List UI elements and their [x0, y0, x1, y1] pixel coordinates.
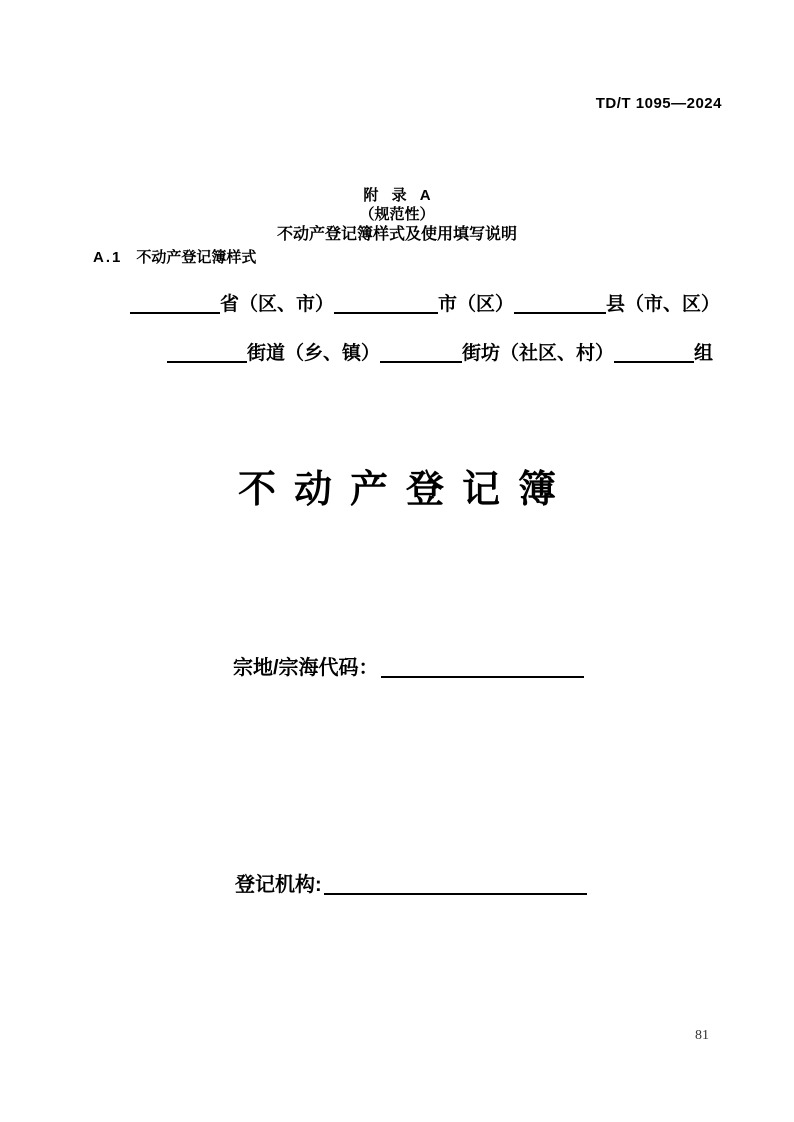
section-heading: [93, 246, 256, 267]
page-number: 81: [695, 1028, 709, 1043]
location-line-street: [167, 342, 713, 366]
appendix-label: 附 录 A: [363, 187, 431, 204]
community-blank: [380, 359, 462, 363]
street-label: 街道（乡、镇）: [247, 343, 381, 364]
appendix-normative-note: （规范性）: [359, 206, 435, 223]
street-blank: [167, 359, 247, 363]
city-label: 市（区）: [438, 294, 515, 315]
location-line-province: [130, 293, 720, 317]
section-title: 不动产登记簿样式: [136, 249, 257, 266]
county-blank: [514, 310, 606, 314]
city-blank: [334, 310, 438, 314]
province-label: 省（区、市）: [220, 294, 335, 315]
group-blank: [614, 359, 694, 363]
standard-number: TD/T 1095—2024: [595, 95, 722, 112]
section-number: A.1: [93, 249, 123, 266]
registry-label: 登记机构:: [235, 874, 322, 896]
registry-blank: [324, 891, 587, 895]
book-title: 不动产登记簿: [237, 469, 574, 511]
registry-field: [235, 868, 587, 897]
parcel-code-label: 宗地/宗海代码：: [233, 657, 379, 679]
appendix-title: 不动产登记簿样式及使用填写说明: [276, 226, 517, 243]
group-label: 组: [694, 343, 714, 364]
province-blank: [130, 310, 220, 314]
county-label: 县（市、区）: [606, 294, 721, 315]
community-label: 街坊（社区、村）: [462, 343, 615, 364]
parcel-code-blank: [381, 674, 584, 678]
parcel-code-field: [233, 651, 584, 680]
